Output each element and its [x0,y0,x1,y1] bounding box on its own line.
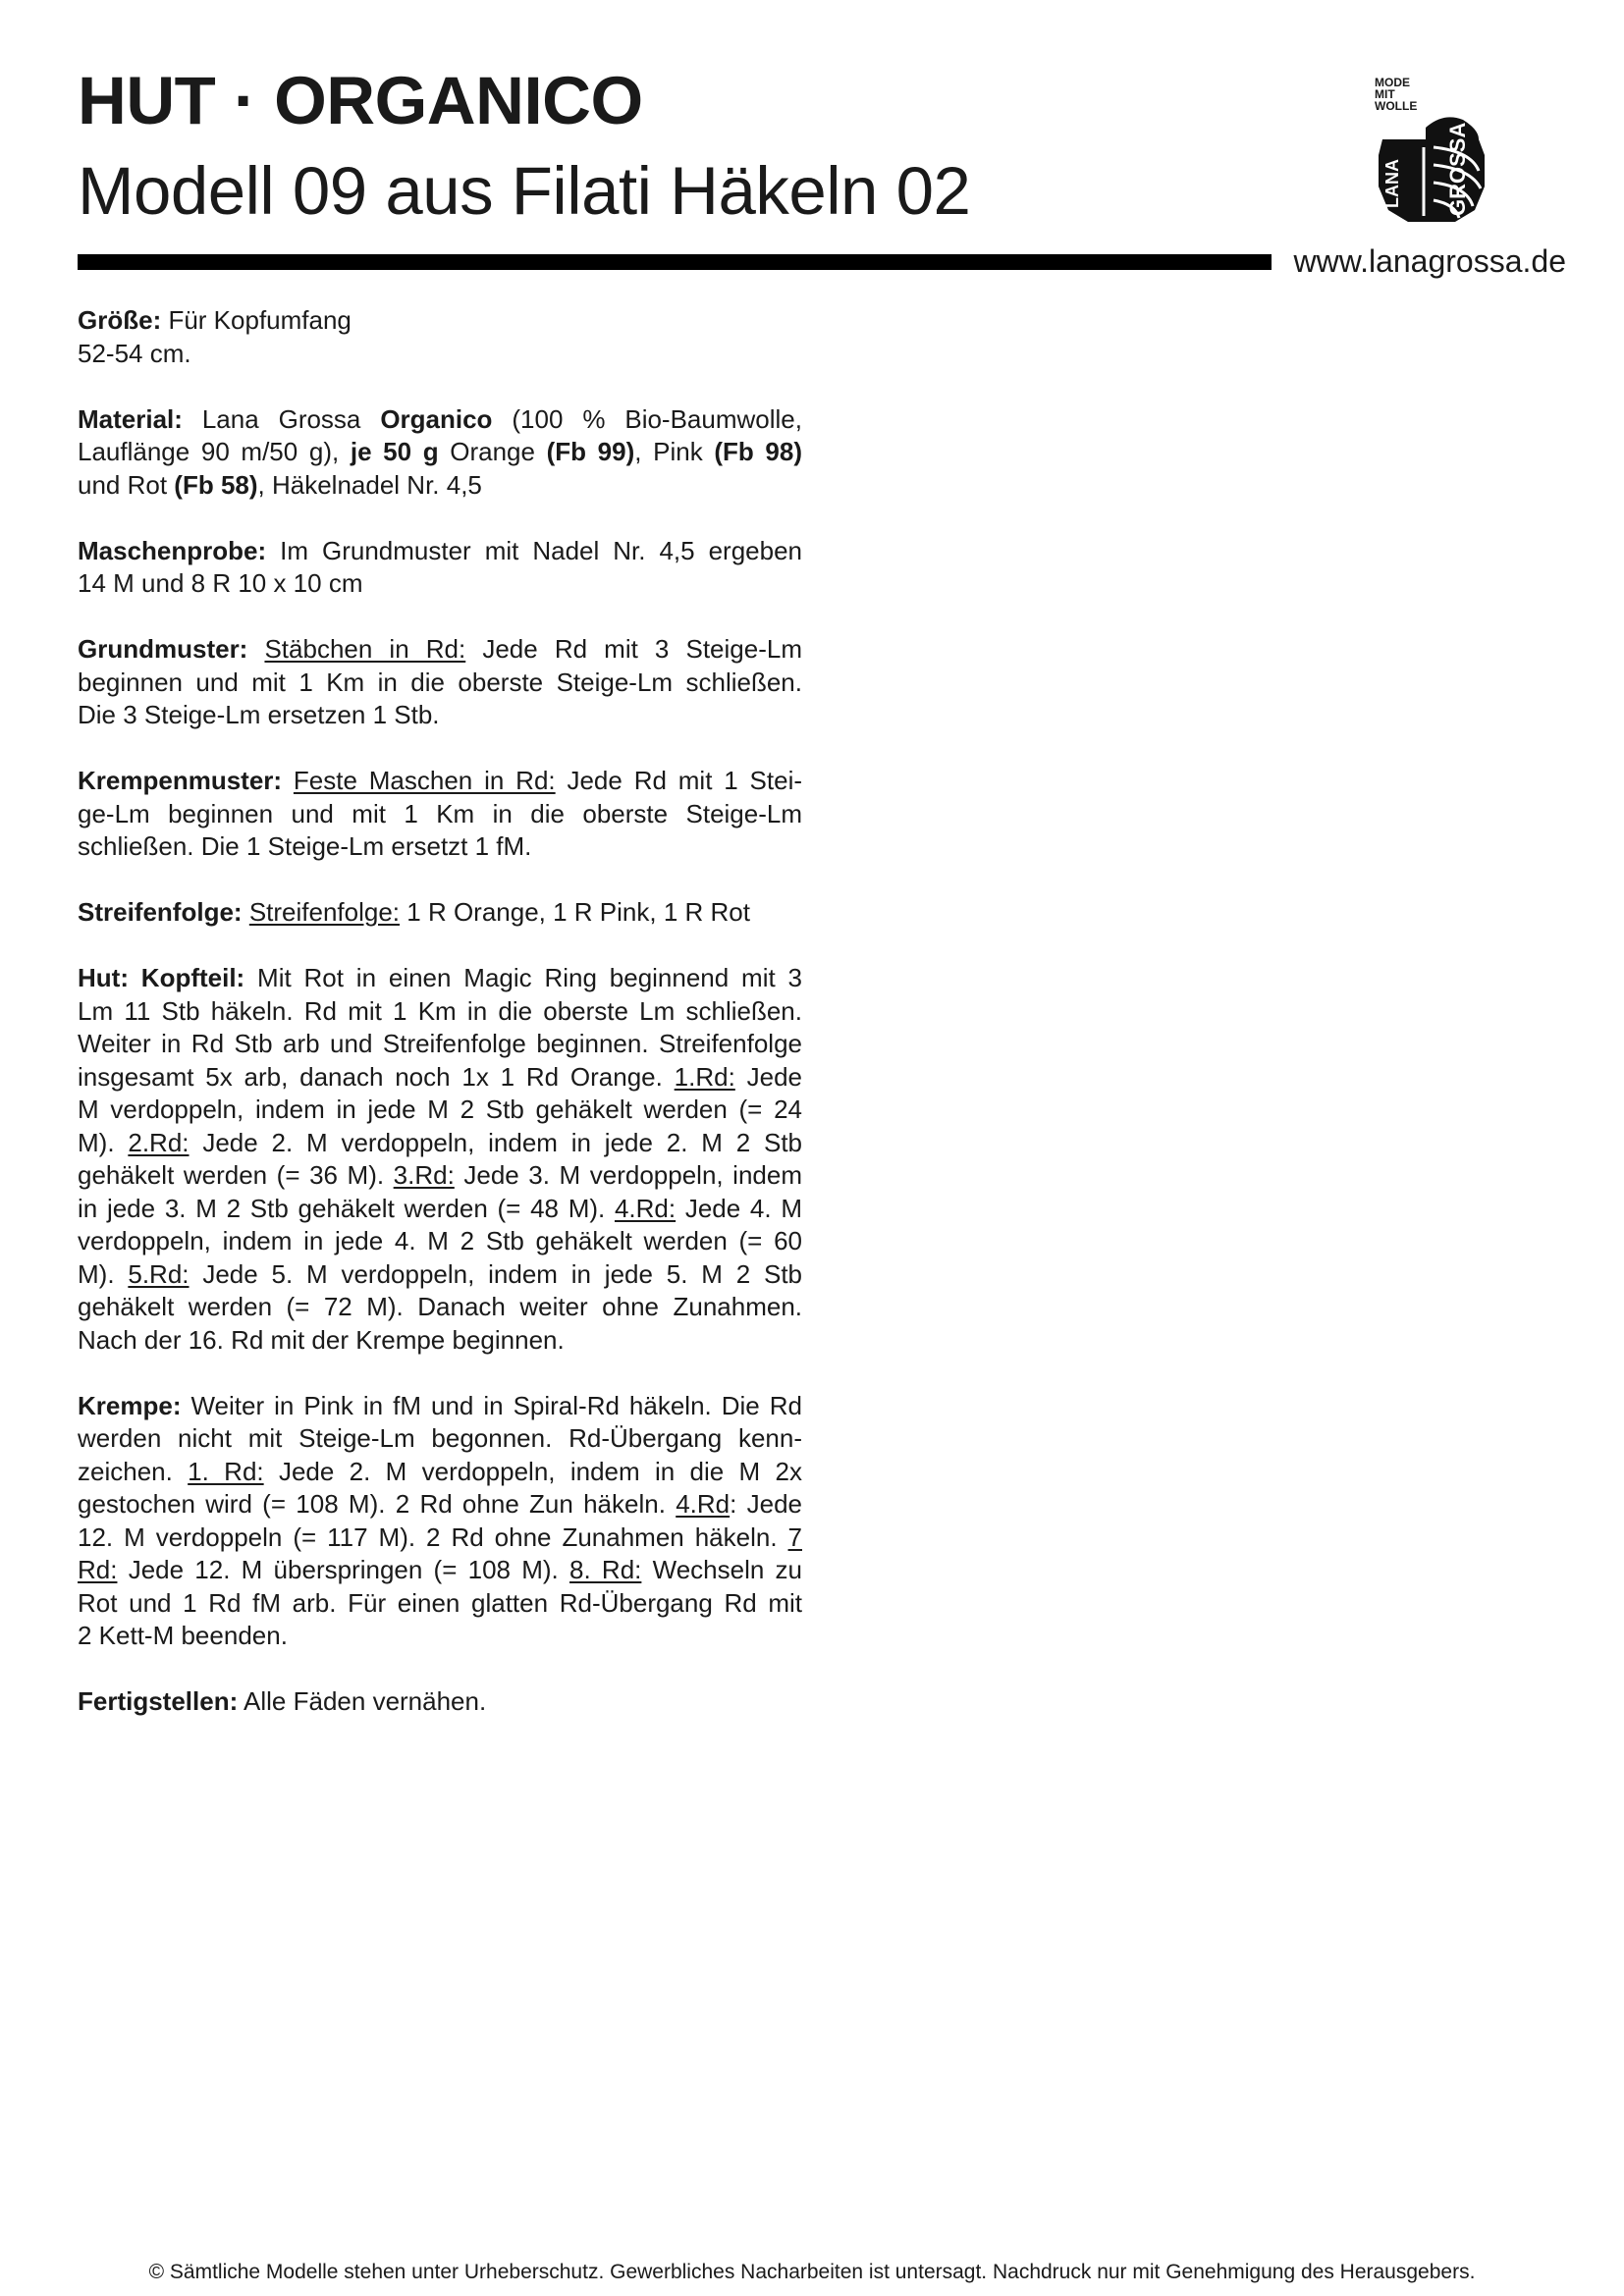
section-krempe: Krempe: Weiter in Pink in fM und in Spiral-Rd häkeln. Die Rd werden nicht mit Steige-Lm begonnen. Rd-Übergang kenn- zeichen. 1. Rd: Jede 2. M verdoppeln, indem in die M 2x gestochen wird (= 108 M). 2 Rd ohne Zun häkeln. 4.Rd: Jede 12. M verdoppeln (= 117 M). 2 Rd ohne Zunahmen häkeln. 7 Rd: Jede 12. M überspringen (= 108 M). 8. Rd: Wechseln zu Rot und 1 Rd fM arb. Für einen glatten Rd-Übergang Rd mit 2 Kett-M beenden. [78,1390,802,1650]
section-hut-kopfteil: Hut: Kopfteil: Mit Rot in einen Magic Ring beginnend mit 3 Lm 11 Stb häkeln. Rd mit 1 Km in die oberste Lm schließen. Weiter in Rd Stb arb und Streifenfolge beginnen. Streifenfolge insgesamt 5x arb, danach noch 1x 1 Rd Orange. 1.Rd: Jede M verdoppeln, indem in jede M 2 Stb gehäkelt werden (= 24 M). 2.Rd: Jede 2. M verdoppeln, indem in jede 2. M 2 Stb gehäkelt werden (= 36 M). 3.Rd: Jede 3. M verdoppeln, indem in jede 3. M 2 Stb gehäkelt werden (= 48 M). 4.Rd: Jede 4. M verdoppeln, indem in jede 4. M 2 Stb gehäkelt werden (= 60 M). 5.Rd: Jede 5. M verdoppeln, indem in jede 5. M 2 Stb gehäkelt werden (= 72 M). Danach weiter ohne Zunahmen. Nach der 16. Rd mit der Krempe beginnen. [78,963,803,1355]
pattern-instructions [78,304,802,1751]
fertigstellen-label: Fertigstellen: [78,1686,239,1716]
groesse-label: Größe: [78,305,162,335]
material-label: Material: [78,403,183,434]
logo-grossa-text: GROSSA [1445,122,1470,216]
copyright-footer: © Sämtliche Modelle stehen unter Urheberschutz. Gewerbliches Nacharbeiten ist untersagt. Nachdruck nur mit Genehmigung des Herausgebers. [148,2261,1476,2283]
section-groesse: Größe: Für Kopfumfang 52-54 cm. [78,305,352,368]
section-material: Material: Lana Grossa Organico (100 % Bio-Baumwolle, Lauflänge 90 m/50 g), je 50 g Orange (Fb 99), Pink (Fb 98) und Rot (Fb 58), Häkelnadel Nr. 4,5 [78,403,802,500]
logo-tagline: MODE MIT WOLLE [1375,76,1418,113]
page-title: HUT · ORGANICO [78,63,643,138]
grundmuster-label: Grundmuster: [78,634,248,664]
section-krempenmuster: Krempenmuster: Feste Maschen in Rd: Jede Rd mit 1 Stei- ge-Lm beginnen und mit 1 Km in die oberste Steige-Lm schließen. Die 1 Steige-Lm ersetzt 1 fM. [78,766,803,861]
lana-grossa-logo [1369,73,1494,230]
section-streifenfolge: Streifenfolge: Streifenfolge: 1 R Orange, 1 R Pink, 1 R Rot [78,897,750,927]
streifenfolge-label: Streifenfolge: [78,897,243,927]
logo-lana-text: LANA [1382,159,1402,208]
header-rule [78,254,1272,270]
section-grundmuster: Grundmuster: Stäbchen in Rd: Jede Rd mit 3 Steige-Lm beginnen und mit 1 Km in die oberste Steige-Lm schließen. Die 3 Steige-Lm ersetzen 1 Stb. [78,634,802,729]
section-fertigstellen: Fertigstellen: Alle Fäden vernähen. [78,1686,487,1716]
krempe-label: Krempe: [78,1390,182,1420]
hut-label: Hut: Kopfteil: [78,963,245,992]
page-subtitle: Modell 09 aus Filati Häkeln 02 [78,153,971,229]
section-maschenprobe: Maschenprobe: Im Grundmuster mit Nadel Nr. 4,5 ergeben 14 M und 8 R 10 x 10 cm [78,535,802,598]
maschenprobe-label: Maschenprobe: [78,535,267,565]
website-link[interactable]: www.lanagrossa.de [1293,243,1566,279]
yarn-ball-icon [1369,73,1494,230]
krempenmuster-label: Krempenmuster: [78,766,283,795]
